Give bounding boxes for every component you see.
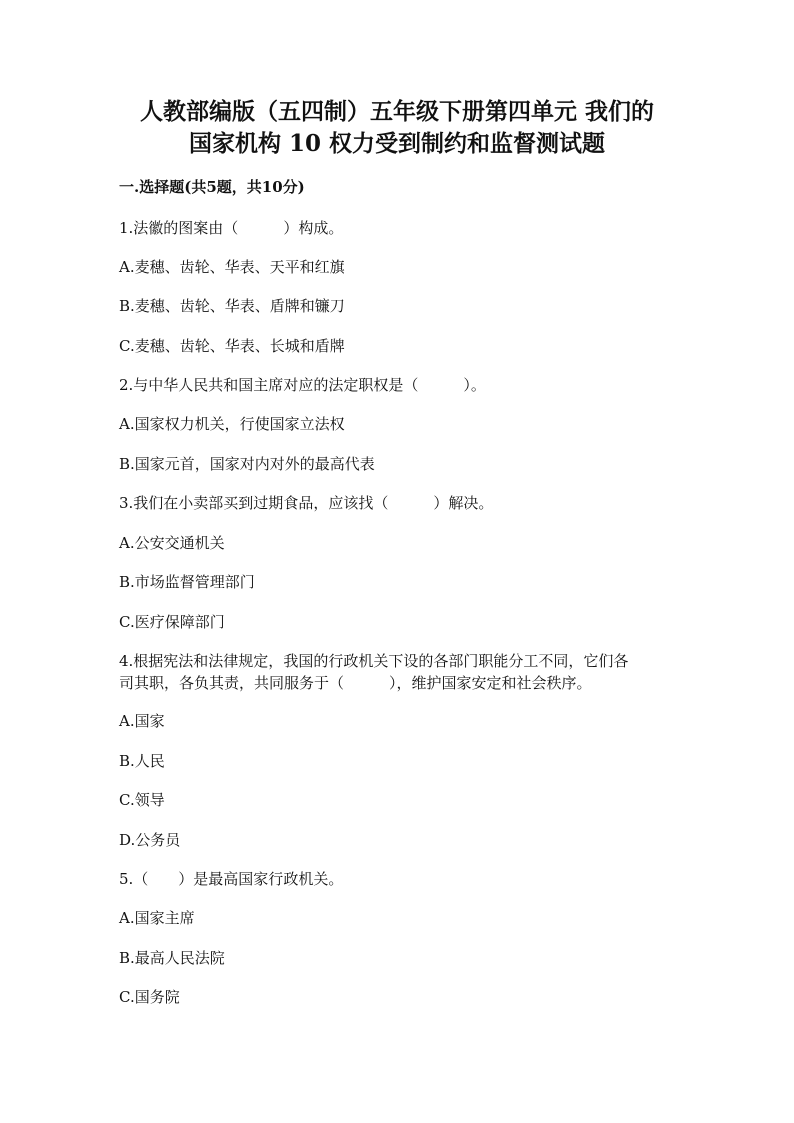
- document-title: [100, 96, 694, 160]
- section-heading: 一.选择题(共5题，共10分): [119, 178, 305, 196]
- question-2-option-b: B.国家元首，国家对内对外的最高代表: [119, 455, 375, 473]
- question-4-option-a: A.国家: [119, 712, 165, 730]
- question-2-option-a: A.国家权力机关，行使国家立法权: [119, 415, 345, 433]
- question-1-stem: 1.法徽的图案由（ ）构成。: [119, 219, 344, 237]
- question-3-option-a: A.公安交通机关: [119, 534, 225, 552]
- question-3-stem: 3.我们在小卖部买到过期食品，应该找（ ）解决。: [119, 494, 494, 512]
- question-4-option-c: C.领导: [119, 791, 165, 809]
- question-3-option-b: B.市场监督管理部门: [119, 573, 255, 591]
- title-line-2: 国家机构 10 权力受到制约和监督测试题: [188, 130, 606, 157]
- question-5-stem: 5.（ ）是最高国家行政机关。: [119, 870, 344, 888]
- question-5-option-b: B.最高人民法院: [119, 949, 225, 967]
- question-2-stem: 2.与中华人民共和国主席对应的法定职权是（ ）。: [119, 376, 486, 394]
- question-4-option-b: B.人民: [119, 752, 165, 770]
- question-1-option-a: A.麦穗、齿轮、华表、天平和红旗: [119, 258, 345, 276]
- question-5-option-a: A.国家主席: [119, 909, 195, 927]
- question-1-option-b: B.麦穗、齿轮、华表、盾牌和镰刀: [119, 297, 345, 315]
- question-4-stem-line-1: 4.根据宪法和法律规定，我国的行政机关下设的各部门职能分工不同，它们各: [119, 652, 629, 670]
- title-line-1: 人教部编版（五四制）五年级下册第四单元 我们的: [139, 98, 654, 125]
- question-3-option-c: C.医疗保障部门: [119, 613, 225, 631]
- question-1-option-c: C.麦穗、齿轮、华表、长城和盾牌: [119, 337, 345, 355]
- question-5-option-c: C.国务院: [119, 988, 180, 1006]
- question-4-option-d: D.公务员: [119, 831, 181, 849]
- question-4-stem-line-2: 司其职，各负其责，共同服务于（ ），维护国家安定和社会秩序。: [119, 674, 592, 692]
